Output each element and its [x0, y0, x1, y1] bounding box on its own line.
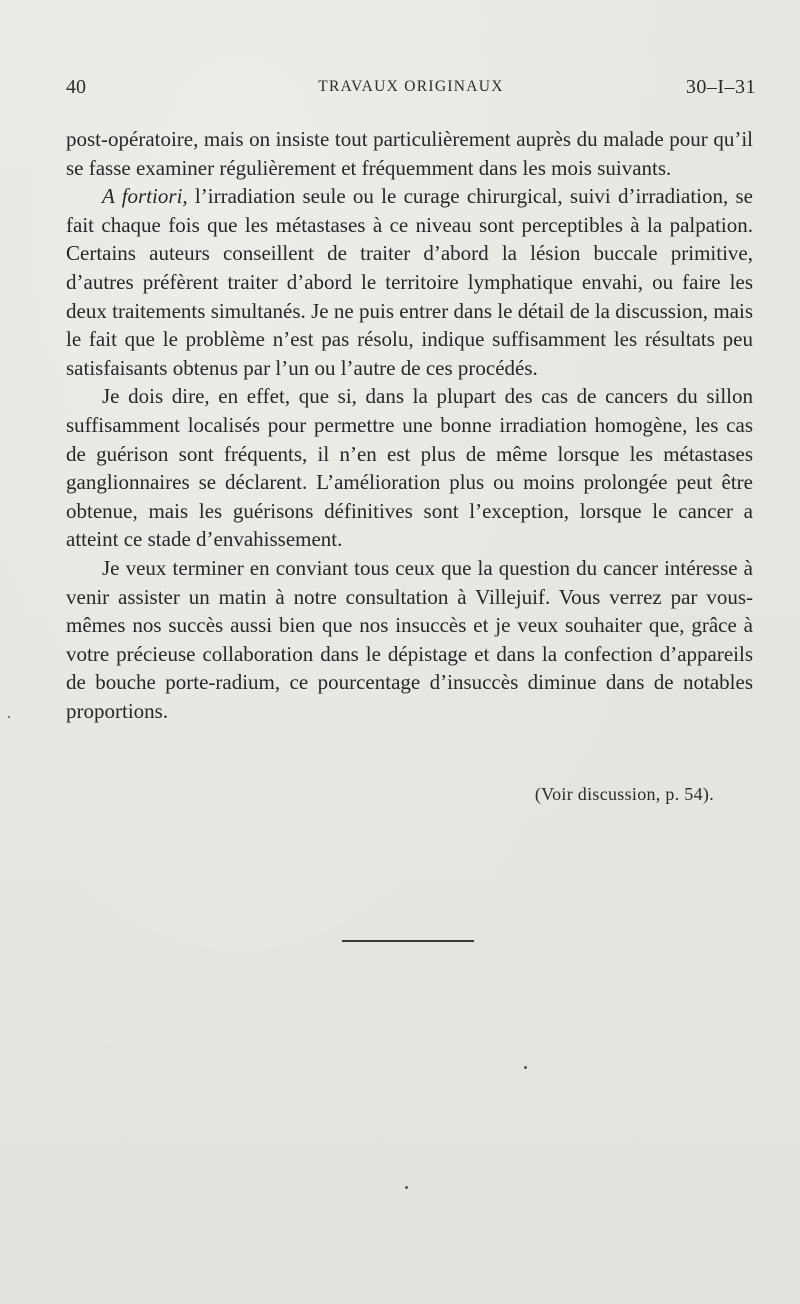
paragraph-2-italic-lead: A fortiori, — [102, 184, 188, 209]
paragraph-2-text: l’irradiation seule ou le curage chirurgical, suivi d’irradiation, se fait chaque fois que les métastases à ce niveau sont perceptibles à la palpation. Certains auteurs conseillent de traiter d’abord la lésion buccale primitive, d’autres préfèrent traiter d’abord le territoire lymphatique envahi, ou faire les deux traitements simultanés. Je ne puis entrer dans le détail de la discussion, mais le fait que le problème n’est pas résolu, indique suffisamment les résultats peu satisfaisants obtenus par l’un ou l’autre de ces procédés. — [66, 184, 753, 380]
paper-speck — [405, 1186, 408, 1189]
paragraph-1: post-opératoire, mais on insiste tout particulièrement auprès du malade pour qu’il se fasse examiner régulièrement et fréquemment dans les mois suivants. — [66, 127, 753, 180]
discussion-reference: (Voir discussion, p. 54). — [534, 784, 714, 804]
paper-speck — [524, 1066, 527, 1069]
running-title: TRAVAUX ORIGINAUX — [318, 78, 504, 95]
issue-date: 30–I–31 — [685, 76, 756, 98]
paper-speck — [8, 716, 10, 718]
article-body — [66, 125, 753, 725]
page-number: 40 — [66, 76, 86, 98]
paragraph-2 — [66, 182, 753, 382]
paragraph-3: Je dois dire, en effet, que si, dans la plupart des cas de cancers du sillon suffisamment localisés pour permettre une bonne irradiation homogène, les cas de guérison sont fréquents, il n’en est plus de même lorsque les métastases ganglionnaires se déclarent. L’amélioration plus ou moins prolongée peut être obtenue, mais les guérisons définitives sont l’exception, lorsque le cancer a atteint ce stade d’envahissement. — [66, 384, 753, 552]
paragraph-4: Je veux terminer en conviant tous ceux que la question du cancer intéresse à venir assister un matin à notre consultation à Villejuif. Vous verrez par vous-mêmes nos succès aussi bien que nos insuccès et je veux souhaiter que, grâce à votre précieuse collaboration dans le dépistage et dans la confection d’appareils de bouche porte-radium, ce pourcentage d’insuccès diminue dans de notables proportions. — [66, 555, 753, 723]
end-rule — [342, 940, 474, 942]
running-header — [66, 76, 756, 106]
